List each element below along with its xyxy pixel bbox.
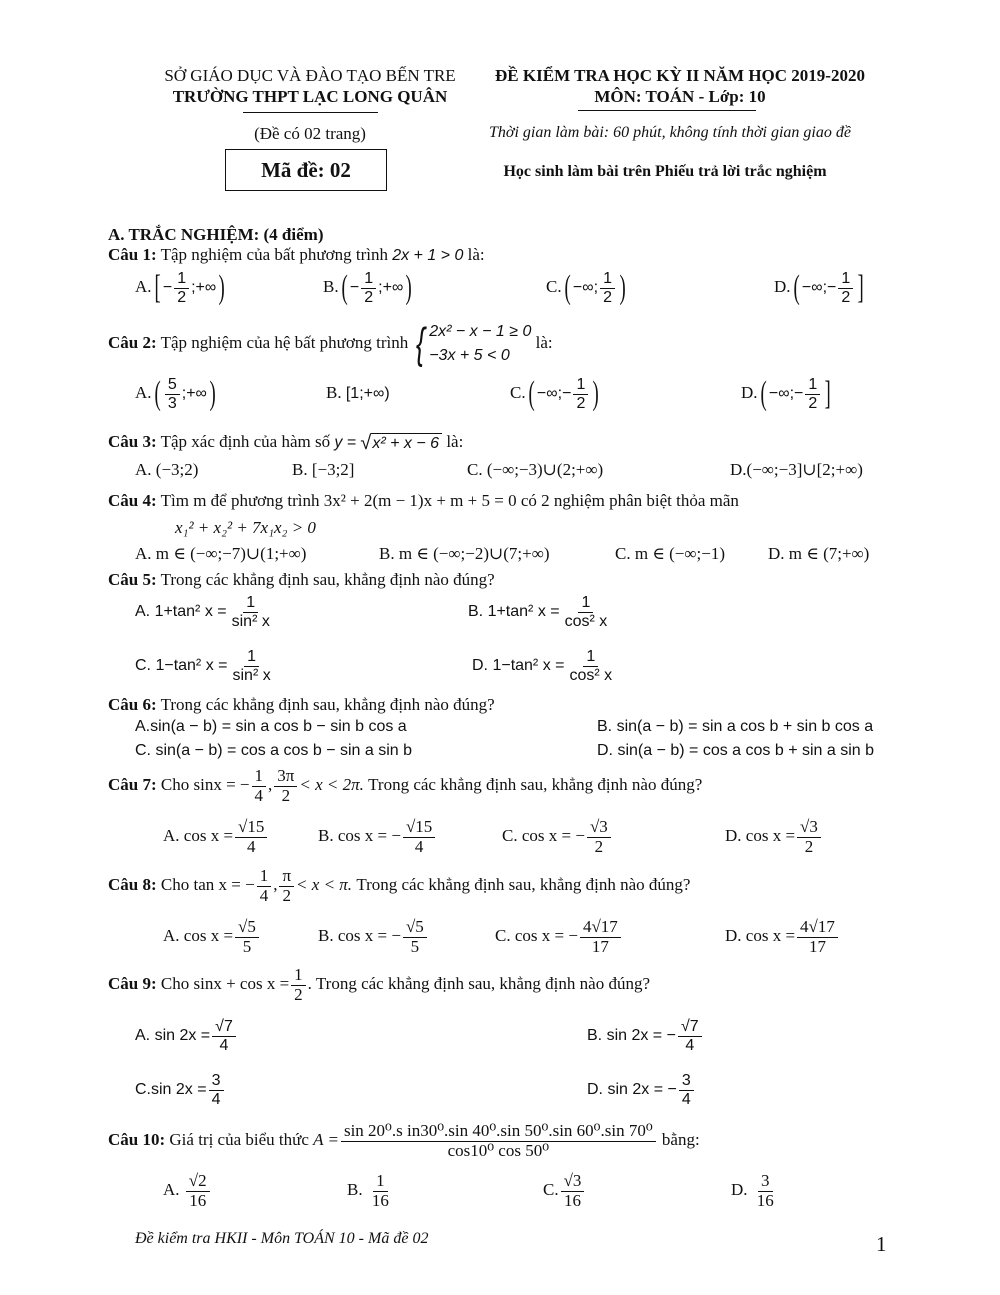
option-numerator: √7	[212, 1018, 236, 1037]
option-9a[interactable]	[135, 1018, 238, 1054]
option-label: C.	[543, 1180, 559, 1200]
option-3b[interactable]: B. [−3;2]	[292, 460, 355, 479]
option-label: B. cos x = −	[318, 926, 401, 946]
option-label: A.	[135, 277, 152, 296]
question-text: Tập nghiệm của bất phương trình	[160, 245, 388, 264]
question-label: Câu 6:	[108, 695, 157, 714]
option-denominator: sin² x	[232, 666, 271, 684]
question-text: Giá trị của biểu thức	[169, 1130, 309, 1150]
option-denominator: 2	[804, 836, 814, 856]
option-2d[interactable]: D.( −∞;− $\frac{1}{2}$ ]	[741, 375, 832, 413]
option-3d[interactable]: D.(−∞;−3]∪[2;+∞)	[730, 460, 863, 479]
option-label: A. sin 2x =	[135, 1027, 211, 1044]
option-1d[interactable]: D.( −∞;− $\frac{1}{2}$ ]	[774, 269, 865, 307]
option-3c[interactable]: C. (−∞;−3)∪(2;+∞)	[467, 460, 604, 479]
question-text: Tập nghiệm của hệ bất phương trình	[160, 332, 409, 352]
question-tail: Trong các khẳng định sau, khẳng định nào đúng?	[368, 775, 703, 795]
option-denominator: cos² x	[569, 666, 613, 684]
option-numerator: 3	[758, 1172, 773, 1192]
option-numerator: √3	[561, 1172, 585, 1192]
option-denominator: 4	[685, 1036, 695, 1054]
subject-underline	[578, 110, 756, 111]
option-label: A. 1+tan² x =	[135, 603, 227, 620]
option-label: D. sin 2x = −	[587, 1081, 677, 1098]
question-label: Câu 4:	[108, 491, 157, 510]
pages-note: (Đề có 02 trang)	[254, 124, 366, 143]
question-label: Câu 2:	[108, 332, 157, 352]
option-3a[interactable]: A. (−3;2)	[135, 460, 199, 479]
option-label: C.	[546, 277, 562, 296]
option-denominator: 4	[219, 1036, 229, 1054]
function-lhs: y =	[334, 434, 357, 451]
option-8c[interactable]	[495, 918, 623, 956]
question-text: Tập xác định của hàm số	[160, 432, 331, 451]
option-denominator: 16	[756, 1190, 774, 1210]
option-9b[interactable]	[587, 1018, 704, 1054]
option-label: C.	[510, 383, 526, 402]
option-denominator: 5	[410, 936, 420, 956]
option-5c[interactable]: C. 1−tan² x = $\frac{1}{\text{sin² x}}$	[135, 648, 276, 684]
question-2	[108, 320, 553, 368]
option-5d[interactable]: D. 1−tan² x = $\frac{1}{\text{cos² x}}$	[472, 648, 617, 684]
option-numerator: √15	[403, 818, 435, 838]
question-label: Câu 8:	[108, 875, 157, 895]
option-label: A. cos x =	[163, 826, 234, 846]
option-label: B.	[323, 277, 339, 296]
option-5b[interactable]: B. 1+tan² x = $\frac{1}{\text{cos² x}}$	[468, 594, 612, 630]
option-label: C. cos x = −	[495, 926, 578, 946]
option-7d[interactable]	[725, 818, 823, 856]
option-6c[interactable]: C. sin(a − b) = cos a cos b − sin a sin b	[135, 742, 413, 759]
option-denominator: 17	[591, 936, 609, 956]
option-label: C.sin 2x =	[135, 1081, 207, 1098]
option-numerator: √15	[235, 818, 267, 838]
option-denominator: 16	[371, 1190, 389, 1210]
option-numerator: √2	[186, 1172, 210, 1192]
option-label: B.	[326, 383, 342, 402]
option-label: C. 1−tan² x =	[135, 657, 228, 674]
option-8d[interactable]	[725, 918, 840, 956]
expression-numerator: sin 20⁰.s in30⁰.sin 40⁰.sin 50⁰.sin 60⁰.sin 70⁰	[341, 1122, 656, 1142]
option-2b[interactable]: B. [1;+∞)	[326, 383, 390, 402]
option-label: A.	[135, 383, 152, 402]
question-tail: là:	[446, 432, 464, 451]
inequality: 2x + 1 > 0	[392, 247, 464, 264]
option-5a[interactable]: A. 1+tan² x = $\frac{1}{\text{sin² x}}$	[135, 594, 275, 630]
exam-subject: MÔN: TOÁN - Lớp: 10	[594, 87, 766, 106]
expression-denominator: cos10⁰ cos 50⁰	[447, 1140, 550, 1160]
option-7c[interactable]	[502, 818, 613, 856]
option-label: A. cos x =	[163, 926, 234, 946]
option-1c[interactable]: C.( −∞; $\frac{1}{2}$ )	[546, 269, 626, 307]
section-title: A. TRẮC NGHIỆM: (4 điểm)	[108, 225, 324, 244]
footer-note: Đề kiểm tra HKII - Môn TOÁN 10 - Mã đề 02	[135, 1230, 429, 1247]
question-text: Cho sinx = −	[160, 775, 250, 795]
question-tail: là:	[535, 332, 553, 352]
option-denominator: 17	[808, 936, 826, 956]
question-text: Trong các khẳng định sau, khẳng định nào đúng?	[160, 570, 495, 589]
option-6b[interactable]: B. sin(a − b) = sin a cos b + sin b cos a	[597, 718, 874, 735]
page-number: 1	[876, 1232, 887, 1256]
option-9d[interactable]	[587, 1072, 696, 1108]
question-label: Câu 7:	[108, 775, 157, 795]
question-8: Câu 8: Cho tan x = − $\frac{1}{4}$ , $\frac{\pi}{2}$ < x < π. Trong các khẳng định sau, khẳng định nào đúng?	[108, 866, 691, 905]
question-label: Câu 3:	[108, 432, 157, 451]
option-label: C. cos x = −	[502, 826, 585, 846]
option-denominator: 4	[246, 836, 256, 856]
system-row-1: 2x² − x − 1 ≥ 0	[429, 323, 532, 340]
option-label: A.	[163, 1180, 180, 1200]
radicand: x² + x − 6	[371, 433, 442, 453]
option-4a[interactable]: A. m ∈ (−∞;−7)∪(1;+∞)	[135, 544, 307, 563]
question-label: Câu 10:	[108, 1130, 166, 1150]
option-8a[interactable]	[163, 918, 261, 956]
question-1	[108, 245, 485, 265]
option-10a[interactable]	[163, 1172, 212, 1210]
inequality-system: { 2x² − x − 1 ≥ 0 −3x + 5 < 0	[415, 319, 532, 368]
option-denominator: 4	[414, 836, 424, 856]
option-1b[interactable]: B.( − $\frac{1}{2}$ ;+∞)	[323, 269, 413, 307]
question-7: Câu 7: Cho sinx = − $\frac{1}{4}$ , $\frac{3\pi}{2}$ < x < 2π. Trong các khẳng định sau, khẳng định nào đúng?	[108, 766, 703, 805]
option-label: D.	[731, 1180, 748, 1200]
option-1a[interactable]: A.[ − $\frac{1}{2}$ ;+∞)	[135, 269, 226, 307]
option-label: D. cos x =	[725, 926, 796, 946]
option-label: D. 1−tan² x =	[472, 657, 565, 674]
question-text: Cho tan x = −	[160, 875, 255, 895]
question-tail: Trong các khẳng định sau, khẳng định nào đúng?	[356, 875, 691, 895]
system-row-2: −3x + 5 < 0	[429, 347, 510, 364]
option-9c[interactable]	[135, 1072, 226, 1108]
question-label: Câu 1:	[108, 245, 157, 264]
question-text: Tìm m để phương trình 3x² + 2(m − 1)x + m + 5 = 0 có 2 nghiệm phân biệt thỏa mãn	[160, 491, 739, 510]
option-numerator: √5	[403, 918, 427, 938]
option-denominator: 16	[189, 1190, 207, 1210]
exam-code: Mã đề: 02	[261, 158, 351, 182]
option-7b[interactable]	[318, 818, 437, 856]
question-tail: . Trong các khẳng định sau, khẳng định nào đúng?	[307, 974, 650, 994]
option-denominator: 4	[681, 1090, 691, 1108]
option-numerator: 3	[209, 1072, 224, 1091]
exam-code-box	[225, 149, 387, 191]
option-denominator: 2	[594, 836, 604, 856]
question-9: Câu 9: Cho sinx + cos x = $\frac{1}{2}$ . Trong các khẳng định sau, khẳng định nào đúng?	[108, 965, 650, 1004]
school-underline	[243, 112, 378, 113]
question-tail: là:	[467, 245, 485, 264]
option-10d[interactable]	[731, 1172, 779, 1210]
sqrt-expression: √ x² + x − 6	[360, 433, 442, 453]
option-numerator: 1	[373, 1172, 388, 1192]
option-label: D. cos x =	[725, 826, 796, 846]
option-denominator: 16	[564, 1190, 582, 1210]
option-numerator: √3	[797, 818, 821, 838]
option-4b[interactable]: B. m ∈ (−∞;−2)∪(7;+∞)	[379, 544, 550, 563]
option-label: B. cos x = −	[318, 826, 401, 846]
option-7a[interactable]	[163, 818, 269, 856]
option-numerator: 4√17	[580, 918, 621, 938]
question-text: Trong các khẳng định sau, khẳng định nào đúng?	[160, 695, 495, 714]
question-5	[108, 570, 495, 590]
school-name: TRƯỜNG THPT LẠC LONG QUÂN	[172, 87, 448, 106]
option-numerator: √3	[587, 818, 611, 838]
option-denominator: cos² x	[564, 612, 608, 630]
question-text: Cho sinx + cos x =	[160, 974, 290, 994]
question-label: Câu 5:	[108, 570, 157, 589]
question-10	[108, 1122, 700, 1160]
time-note: Thời gian làm bài: 60 phút, không tính thời gian giao đề	[489, 124, 851, 141]
option-denominator: 5	[242, 936, 252, 956]
option-10c[interactable]	[543, 1172, 586, 1210]
option-numerator: 3	[679, 1072, 694, 1091]
option-label: D.	[774, 277, 791, 296]
option-label: B. 1+tan² x =	[468, 603, 560, 620]
option-denominator: sin² x	[231, 612, 270, 630]
expression-lhs: A =	[313, 1130, 339, 1150]
option-4d[interactable]: D. m ∈ (7;+∞)	[768, 544, 870, 563]
question-tail: bằng:	[661, 1130, 700, 1150]
option-numerator: √7	[678, 1018, 702, 1037]
option-denominator: 4	[211, 1090, 221, 1108]
department-name: SỞ GIÁO DỤC VÀ ĐÀO TẠO BẾN TRE	[164, 66, 456, 85]
option-numerator: 4√17	[797, 918, 838, 938]
question-label: Câu 9:	[108, 974, 157, 994]
option-8b[interactable]	[318, 918, 429, 956]
option-4c[interactable]: C. m ∈ (−∞;−1)	[615, 544, 725, 563]
question-6	[108, 695, 495, 715]
question-4-condition: x₁² + x₂² + 7x₁x₂ > 0	[175, 518, 316, 537]
option-label: B. sin 2x = −	[587, 1027, 676, 1044]
question-3	[108, 432, 463, 453]
option-6a[interactable]: A.sin(a − b) = sin a cos b − sin b cos a	[135, 718, 407, 735]
option-label: D.	[741, 383, 758, 402]
option-label: B.	[347, 1180, 363, 1200]
instruction: Học sinh làm bài trên Phiếu trả lời trắc nghiệm	[503, 163, 827, 180]
question-4	[108, 491, 739, 511]
option-2c[interactable]: C.( −∞;− $\frac{1}{2}$ )	[510, 375, 600, 413]
exam-title: ĐỀ KIỂM TRA HỌC KỲ II NĂM HỌC 2019-2020	[495, 66, 865, 85]
option-numerator: √5	[235, 918, 259, 938]
option-6d[interactable]: D. sin(a − b) = cos a cos b + sin a sin b	[597, 742, 875, 759]
option-2a[interactable]: A.( $\frac{5}{3}$ ;+∞)	[135, 375, 216, 413]
option-10b[interactable]	[347, 1172, 394, 1210]
